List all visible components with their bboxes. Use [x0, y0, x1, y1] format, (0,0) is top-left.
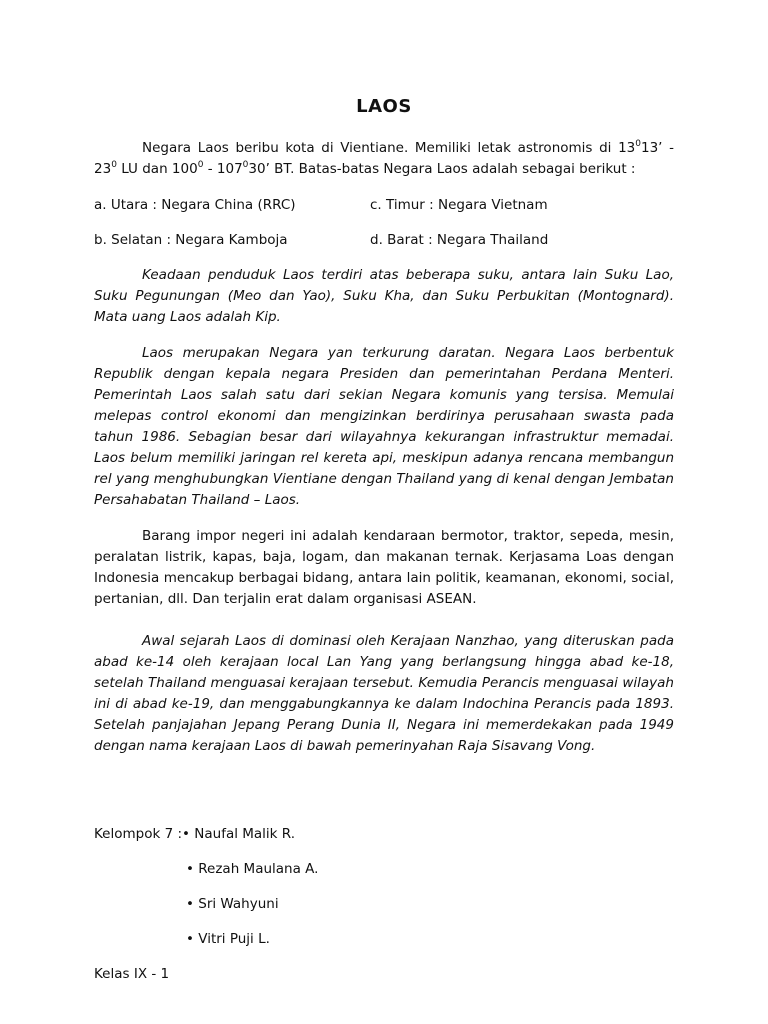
border-south: b. Selatan : Negara Kamboja: [94, 232, 288, 248]
degree-sup-3: 0: [197, 160, 204, 170]
intro-text-a: Negara Laos beribu kota di Vientiane. Memiliki letak astronomis di 13: [142, 140, 636, 156]
intro-text-c: LU dan 100: [116, 161, 198, 177]
group-member-2: • Rezah Maulana A.: [186, 861, 319, 877]
history-paragraph: [94, 631, 674, 757]
intro-text-b: 13’ - 23: [94, 140, 674, 177]
page-title: LAOS: [356, 96, 412, 117]
group-member-4: • Vitri Puji L.: [186, 931, 270, 947]
population-paragraph: [94, 265, 674, 328]
degree-sup-2: 0: [111, 160, 117, 170]
border-row-1: [94, 197, 674, 213]
history-text: Awal sejarah Laos di dominasi oleh Kerajaan Nanzhao, yang diteruskan pada abad ke-14 oleh kerajaan local Lan Yang yang berlangsung hingga abad ke-18, setelah Thailand menguasai kerajaan tersebut. Kemudia Perancis menguasai wilayah ini di abad ke-19, dan menggabungkannya ke dalam Indochina Perancis pada 1893. Setelah panjajahan Jepang Perang Dunia II, Negara ini memerdekakan pada 1949 dengan nama kerajaan Laos di bawah pemerinyahan Raja Sisavang Vong.: [94, 633, 674, 754]
group-label: Kelompok 7 :: [94, 826, 183, 842]
group-line: [94, 826, 295, 842]
intro-text-d: - 107: [203, 161, 243, 177]
group-member-3: • Sri Wahyuni: [186, 896, 279, 912]
group-member-1: • Naufal Malik R.: [182, 826, 295, 842]
imports-paragraph: [94, 526, 674, 610]
population-text: Keadaan penduduk Laos terdiri atas beberapa suku, antara lain Suku Lao, Suku Pegunungan (Meo dan Yao), Suku Kha, dan Suku Perbukitan (Montognard). Mata uang Laos adalah Kip.: [94, 267, 674, 325]
intro-paragraph: [94, 138, 674, 180]
border-north: a. Utara : Negara China (RRC): [94, 197, 296, 213]
politics-paragraph: [94, 343, 674, 511]
border-row-2: [94, 232, 674, 248]
imports-text: Barang impor negeri ini adalah kendaraan bermotor, traktor, sepeda, mesin, peralatan listrik, kapas, baja, logam, dan makanan ternak. Kerjasama Loas dengan Indonesia mencakup berbagai bidang, antara lain politik, keamanan, ekonomi, social, pertanian, dll. Dan terjalin erat dalam organisasi ASEAN.: [94, 528, 674, 607]
politics-text: Laos merupakan Negara yan terkurung daratan. Negara Laos berbentuk Republik dengan kepala negara Presiden dan pemerintahan Perdana Menteri. Pemerintah Laos salah satu dari sekian Negara komunis yang tersisa. Memulai melepas control ekonomi dan mengizinkan berdirinya perusahaan swasta pada tahun 1986. Sebagian besar dari wilayahnya kekurangan infrastruktur memadai. Laos belum memiliki jaringan rel kereta api, meskipun adanya rencana membangun rel yang menghubungkan Vientiane dengan Thailand yang di kenal dengan Jembatan Persahabatan Thailand – Laos.: [94, 345, 674, 508]
intro-text-e: 30’ BT. Batas-batas Negara Laos adalah sebagai berikut :: [248, 161, 636, 177]
border-west: d. Barat : Negara Thailand: [370, 232, 549, 248]
degree-sup-4: 0: [242, 160, 249, 170]
border-east: c. Timur : Negara Vietnam: [370, 197, 548, 213]
class-label: Kelas IX - 1: [94, 966, 170, 982]
degree-sup-1: 0: [635, 139, 641, 149]
